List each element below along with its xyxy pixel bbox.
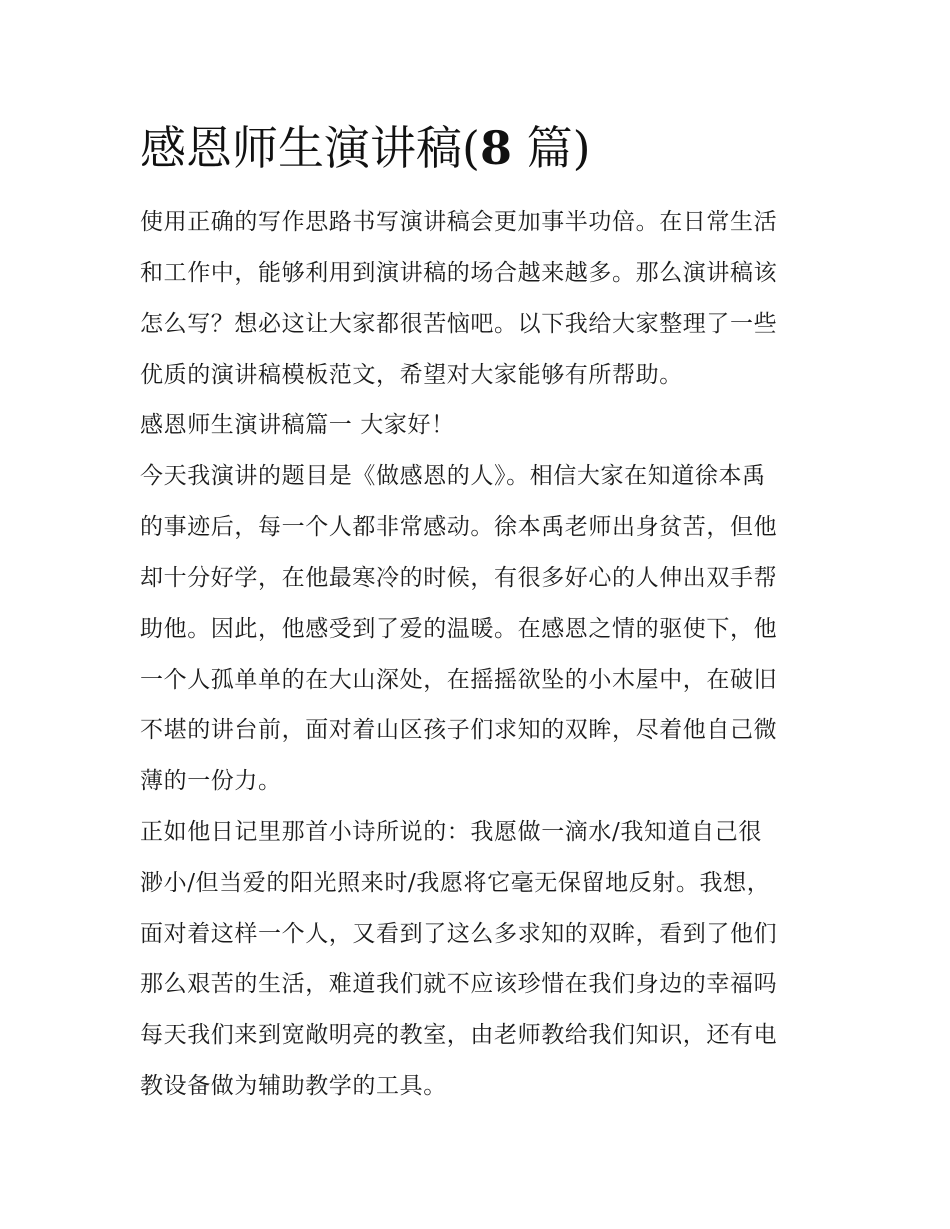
section-heading: 感恩师生演讲稿篇一 大家好！ <box>140 412 455 438</box>
title-number: 8 <box>479 121 512 175</box>
text-line: 却十分好学，在他最寒冷的时候，有很多好心的人伸出双手帮 <box>140 565 778 591</box>
text-line: 每天我们来到宽敞明亮的教室，由老师教给我们知识，还有电 <box>140 1022 778 1048</box>
text-line: 今天我演讲的题目是《做感恩的人》。相信大家在知道徐本禹 <box>140 463 766 489</box>
page-title <box>140 118 591 178</box>
text-line: 面对着这样一个人，又看到了这么多求知的双眸，看到了他们 <box>140 921 778 947</box>
text-line: 的事迹后，每一个人都非常感动。徐本禹老师出身贫苦，但他 <box>140 514 778 540</box>
text-line: 优质的演讲稿模板范文，希望对大家能够有所帮助。 <box>140 362 683 388</box>
text-line: 使用正确的写作思路书写演讲稿会更加事半功倍。在日常生活 <box>140 209 778 235</box>
title-prefix: 感恩师生演讲稿( <box>140 121 480 175</box>
text-line: 渺小/但当爱的阳光照来时/我愿将它毫无保留地反射。我想， <box>140 870 771 896</box>
title-suffix: 篇) <box>511 121 591 175</box>
text-line: 助他。因此，他感受到了爱的温暖。在感恩之情的驱使下，他 <box>140 616 778 642</box>
text-line: 那么艰苦的生活，难道我们就不应该珍惜在我们身边的幸福吗 <box>140 971 778 997</box>
text-line: 不堪的讲台前，面对着山区孩子们求知的双眸，尽着他自己微 <box>140 717 778 743</box>
text-line: 正如他日记里那首小诗所说的：我愿做一滴水/我知道自己很 <box>140 819 762 845</box>
text-line: 一个人孤单单的在大山深处，在摇摇欲坠的小木屋中，在破旧 <box>140 667 778 693</box>
text-line: 怎么写？想必这让大家都很苦恼吧。以下我给大家整理了一些 <box>140 311 778 337</box>
text-line: 和工作中，能够利用到演讲稿的场合越来越多。那么演讲稿该 <box>140 260 778 286</box>
text-line: 薄的一份力。 <box>140 768 282 794</box>
text-line: 教设备做为辅助教学的工具。 <box>140 1073 447 1099</box>
